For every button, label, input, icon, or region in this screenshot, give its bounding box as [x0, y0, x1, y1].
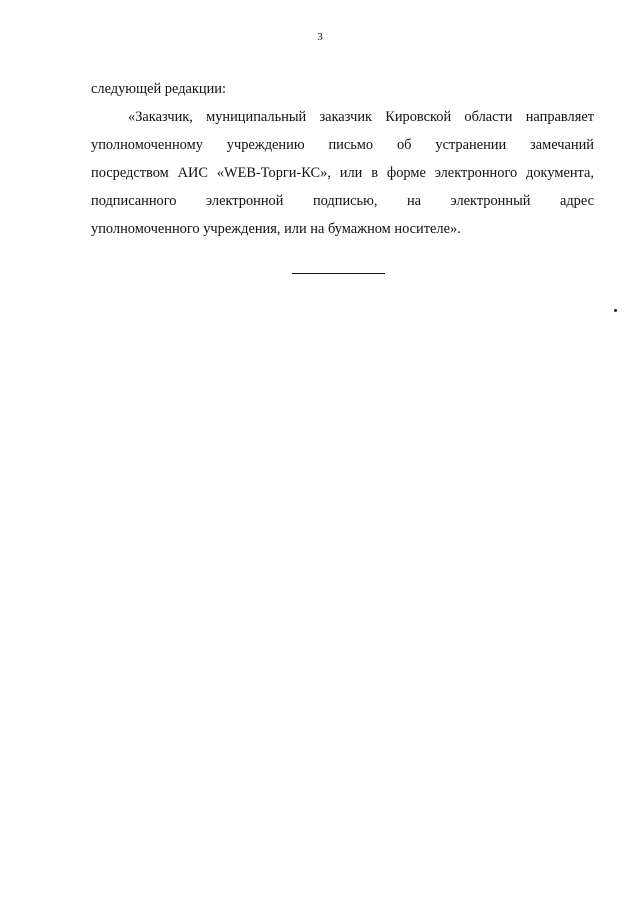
document-body	[91, 75, 594, 243]
text-line-1: следующей редакции:	[91, 81, 226, 97]
text-line-3: уполномоченному учреждению письмо об устранении замечаний	[91, 137, 594, 153]
text-line-2: «Заказчик, муниципальный заказчик Кировской области направляет	[128, 109, 594, 125]
scan-speck	[614, 309, 617, 312]
text-line-5: подписанного электронной подписью, на электронный адрес	[91, 193, 594, 209]
page-number: 3	[317, 31, 323, 43]
text-line-4: посредством АИС «WEB-Торги-КС», или в форме электронного документа,	[91, 165, 594, 181]
paragraph-quote	[91, 103, 594, 243]
separator-line	[292, 273, 385, 274]
paragraph-intro	[91, 75, 594, 103]
text-line-6: уполномоченного учреждения, или на бумажном носителе».	[91, 221, 461, 237]
